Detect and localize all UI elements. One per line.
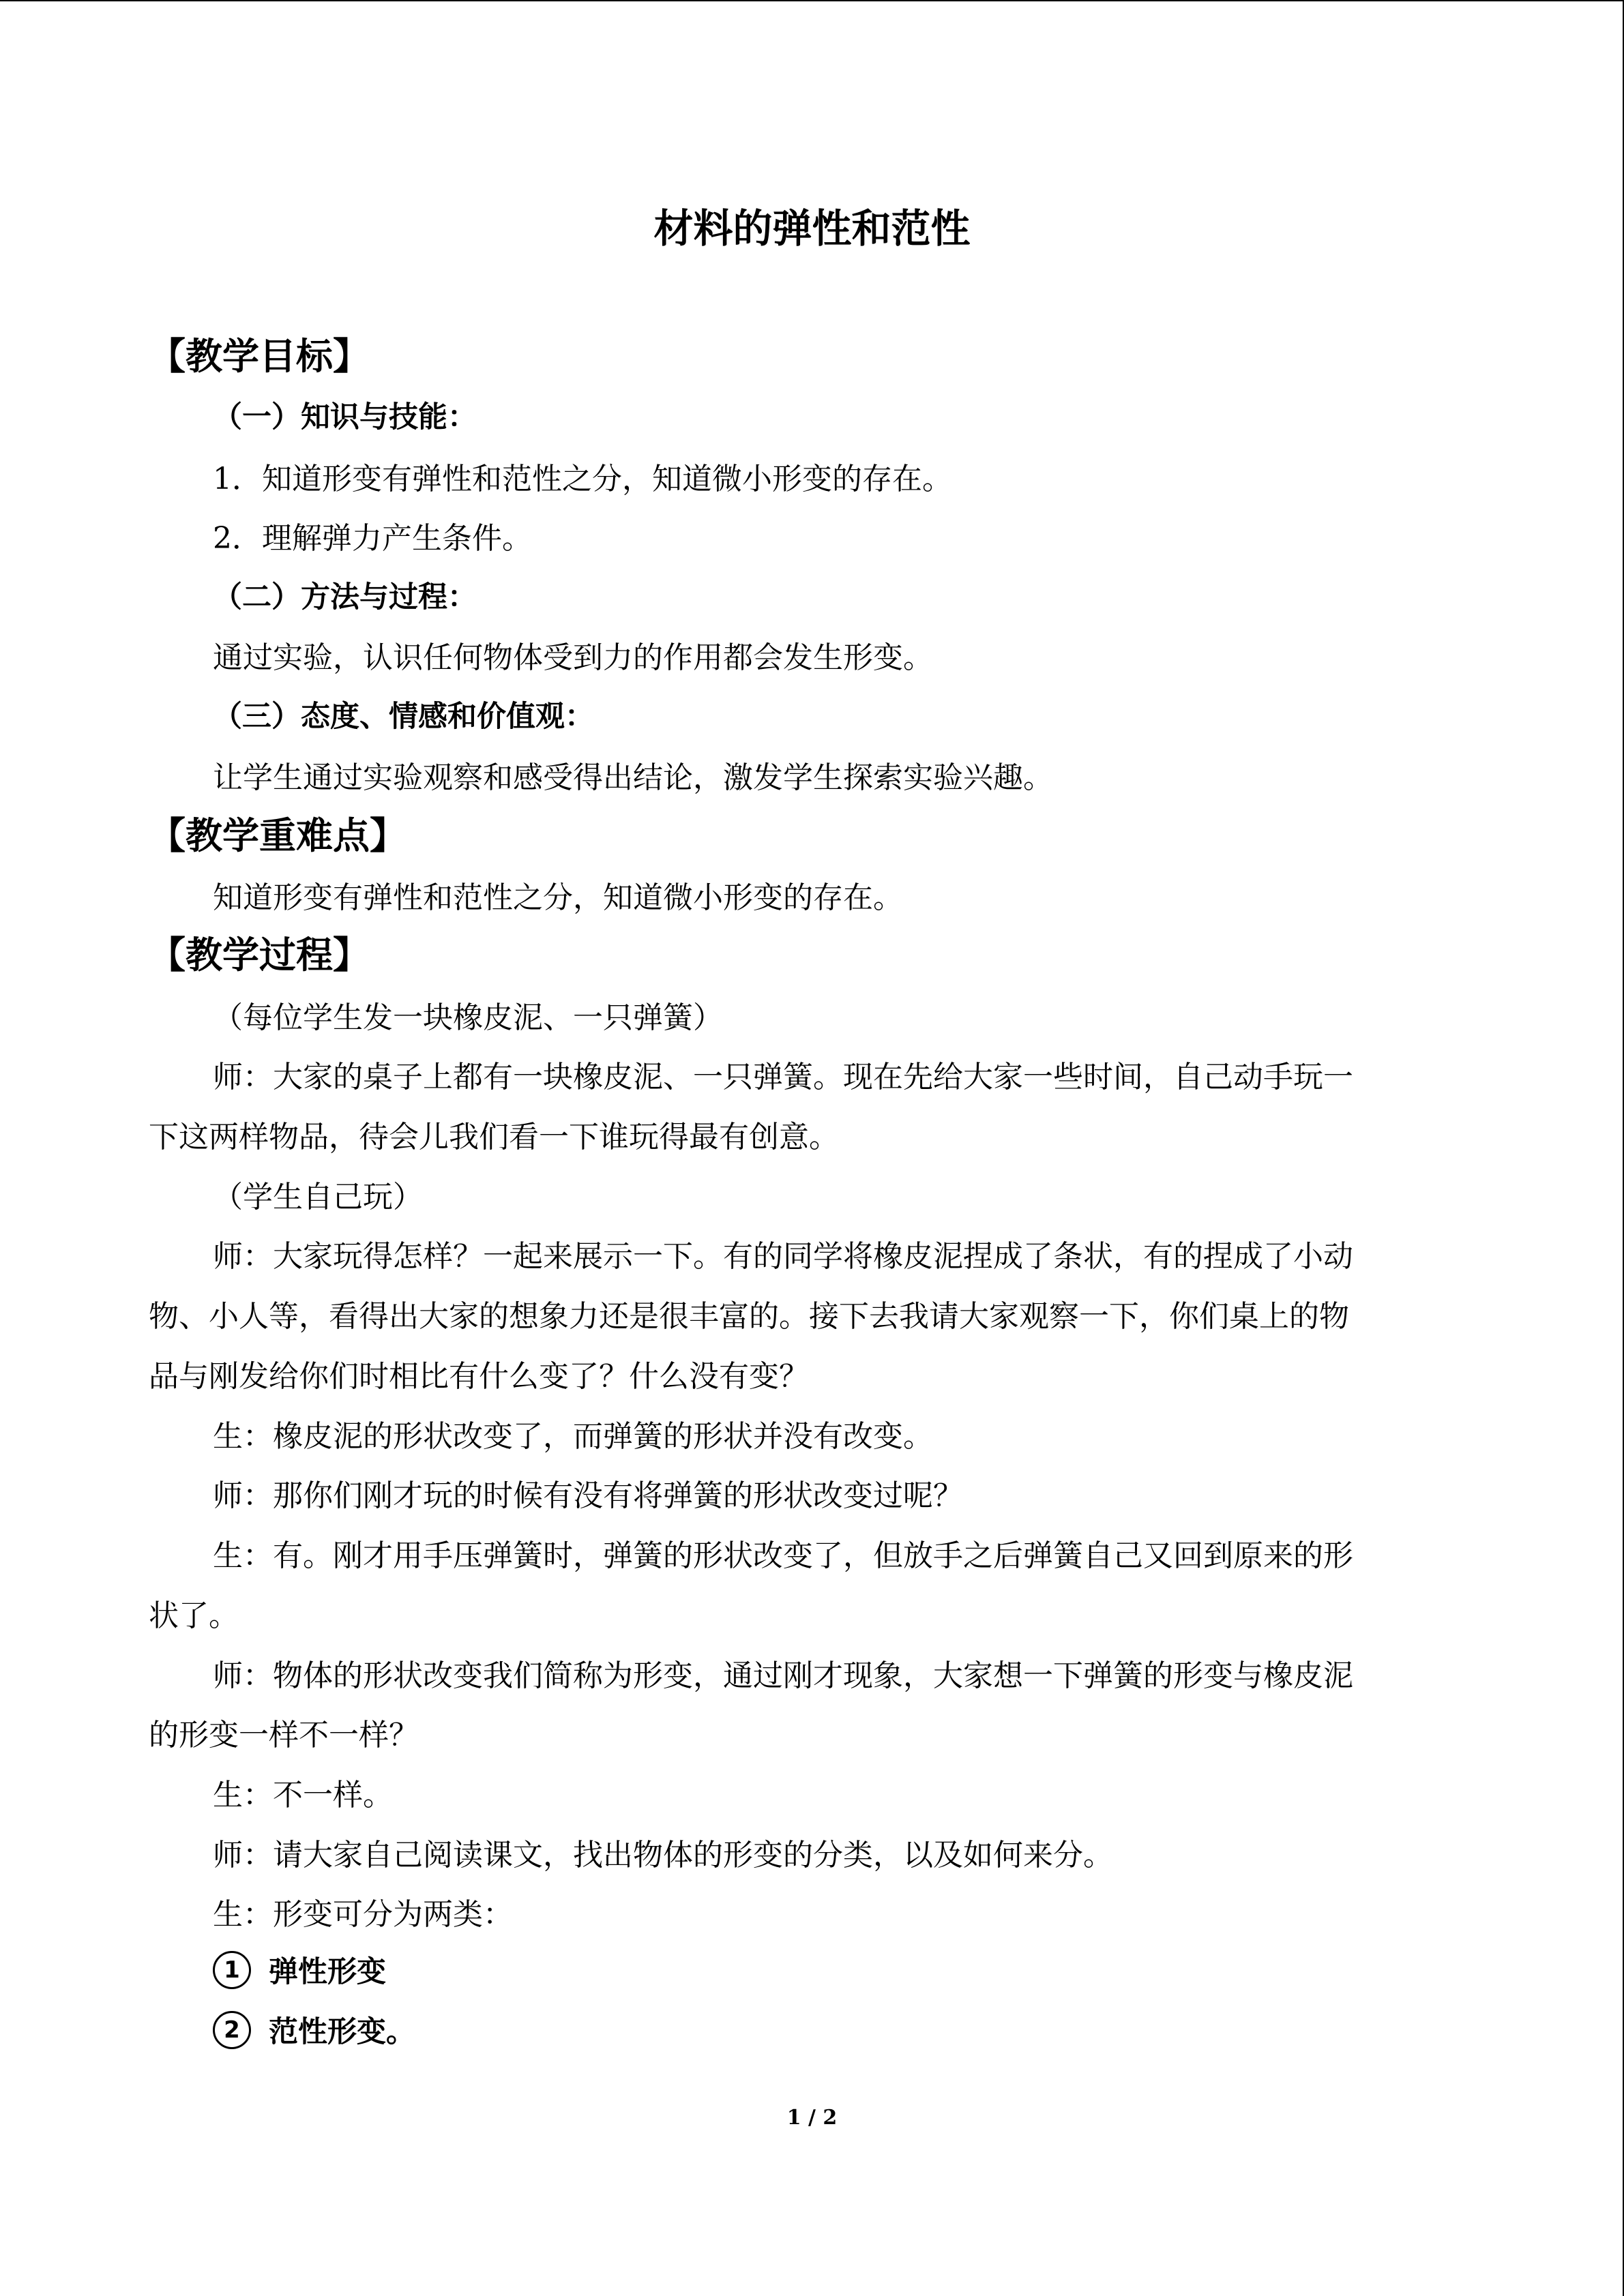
subheading-method: （二）方法与过程： bbox=[213, 580, 477, 614]
keypoints-text: 知道形变有弹性和范性之分，知道微小形变的存在。 bbox=[213, 880, 903, 915]
attitude-text: 让学生通过实验观察和感受得出结论，激发学生探索实验兴趣。 bbox=[213, 760, 1053, 795]
subheading-attitude: （三）态度、情感和价值观： bbox=[213, 700, 594, 734]
heading-keypoints: 【教学重难点】 bbox=[149, 814, 407, 857]
process-line: 物、小人等，看得出大家的想象力还是很丰富的。接下去我请大家观察一下，你们桌上的物 bbox=[149, 1299, 1349, 1334]
process-line: 生：橡皮泥的形状改变了，而弹簧的形状并没有改变。 bbox=[213, 1419, 933, 1454]
subheading-knowledge: （一）知识与技能： bbox=[213, 400, 477, 434]
page-title: 材料的弹性和范性 bbox=[653, 205, 971, 252]
process-line: 师：那你们刚才玩的时候有没有将弹簧的形状改变过呢？ bbox=[213, 1478, 963, 1513]
list-item bbox=[213, 1949, 386, 1991]
list-item bbox=[213, 2009, 415, 2051]
heading-process: 【教学过程】 bbox=[149, 934, 370, 976]
process-line: 师：大家玩得怎样？一起来展示一下。有的同学将橡皮泥捏成了条状，有的捏成了小动 bbox=[213, 1239, 1353, 1274]
process-line: 下这两样物品，待会儿我们看一下谁玩得最有创意。 bbox=[149, 1120, 839, 1154]
list-item-text: 范性形变。 bbox=[269, 2015, 415, 2049]
process-line: 状了。 bbox=[149, 1598, 239, 1633]
process-line: 生：有。刚才用手压弹簧时，弹簧的形状改变了，但放手之后弹簧自己又回到原来的形 bbox=[213, 1538, 1353, 1573]
process-line: 师：物体的形状改变我们简称为形变，通过刚才现象，大家想一下弹簧的形变与橡皮泥 bbox=[213, 1658, 1353, 1693]
method-text: 通过实验，认识任何物体受到力的作用都会发生形变。 bbox=[213, 640, 933, 675]
process-line: 的形变一样不一样？ bbox=[149, 1718, 419, 1753]
circled-number-2: 2 bbox=[213, 2011, 251, 2049]
heading-objectives: 【教学目标】 bbox=[149, 335, 370, 378]
page-border-top bbox=[0, 0, 1624, 1]
process-line: 品与刚发给你们时相比有什么变了？什么没有变？ bbox=[149, 1359, 809, 1394]
process-line: 师：请大家自己阅读课文，找出物体的形变的分类，以及如何来分。 bbox=[213, 1838, 1113, 1873]
list-item-text: 弹性形变 bbox=[269, 1955, 386, 1989]
process-line: 师：大家的桌子上都有一块橡皮泥、一只弹簧。现在先给大家一些时间，自己动手玩一 bbox=[213, 1060, 1353, 1094]
objective-item-1: 1．知道形变有弹性和范性之分，知道微小形变的存在。 bbox=[213, 462, 952, 496]
objective-item-2: 2．理解弹力产生条件。 bbox=[213, 521, 532, 556]
process-line: 生：不一样。 bbox=[213, 1778, 393, 1813]
process-line: （每位学生发一块橡皮泥、一只弹簧） bbox=[213, 1000, 723, 1035]
process-line: 生：形变可分为两类： bbox=[213, 1897, 513, 1932]
process-line: （学生自己玩） bbox=[213, 1180, 423, 1214]
page-number: 1 / 2 bbox=[786, 2106, 838, 2130]
circled-number-1: 1 bbox=[213, 1951, 251, 1989]
